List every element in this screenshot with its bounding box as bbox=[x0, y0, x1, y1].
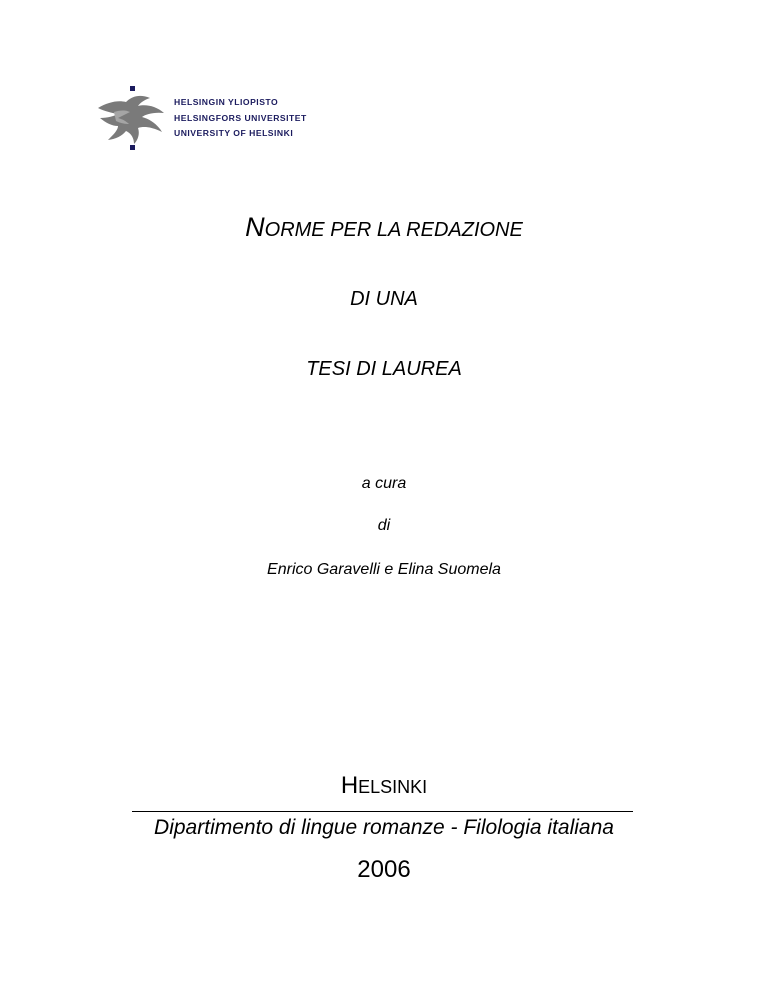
university-logo bbox=[96, 86, 307, 152]
authors: Enrico Garavelli e Elina Suomela bbox=[267, 561, 501, 578]
year: 2006 bbox=[357, 856, 411, 883]
title-line-2: DI UNA bbox=[350, 288, 418, 310]
city-initial: H bbox=[340, 772, 359, 799]
logo-text-finnish: HELSINGIN YLIOPISTO bbox=[174, 97, 279, 107]
logo-text-english: UNIVERSITY OF HELSINKI bbox=[174, 128, 294, 138]
department: Dipartimento di lingue romanze - Filologia italiana bbox=[154, 816, 614, 839]
title-line-3: TESI DI LAUREA bbox=[306, 358, 462, 380]
city bbox=[0, 772, 768, 800]
city-rest: ELSINKI bbox=[358, 777, 428, 797]
flame-torch-emblem-icon bbox=[96, 86, 166, 152]
title-line-1 bbox=[0, 212, 768, 243]
logo-text-swedish: HELSINGFORS UNIVERSITET bbox=[174, 112, 307, 123]
credit-di: di bbox=[377, 517, 391, 534]
title-initial: N bbox=[245, 212, 265, 242]
divider-rule bbox=[132, 811, 633, 812]
title-line-1-rest: ORME PER LA REDAZIONE bbox=[264, 219, 523, 241]
credit-a-cura: a cura bbox=[361, 475, 407, 492]
